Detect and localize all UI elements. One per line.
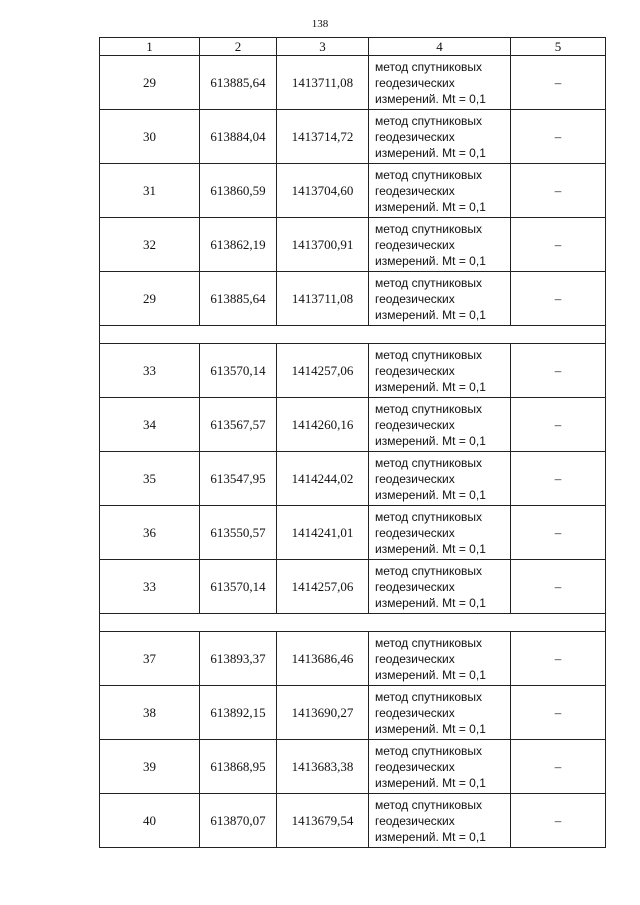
method-cell: метод спутниковых геодезических измерений. Mt = 0,1	[369, 398, 511, 452]
point-number-cell: 32	[100, 218, 200, 272]
section-separator	[100, 326, 606, 344]
note-cell: –	[511, 506, 606, 560]
note-cell: –	[511, 56, 606, 110]
y-coordinate-cell: 1414244,02	[277, 452, 369, 506]
point-number-cell: 33	[100, 560, 200, 614]
section-separator	[100, 614, 606, 632]
method-cell: метод спутниковых геодезических измерений. Mt = 0,1	[369, 344, 511, 398]
table-row	[100, 794, 606, 848]
table-row	[100, 686, 606, 740]
method-cell: метод спутниковых геодезических измерений. Mt = 0,1	[369, 794, 511, 848]
x-coordinate-cell: 613868,95	[200, 740, 277, 794]
note-cell: –	[511, 164, 606, 218]
separator-cell	[100, 326, 606, 344]
x-coordinate-cell: 613567,57	[200, 398, 277, 452]
point-number-cell: 36	[100, 506, 200, 560]
note-cell: –	[511, 686, 606, 740]
separator-cell	[100, 614, 606, 632]
x-coordinate-cell: 613550,57	[200, 506, 277, 560]
method-cell: метод спутниковых геодезических измерений. Mt = 0,1	[369, 218, 511, 272]
table-row	[100, 218, 606, 272]
table-row	[100, 164, 606, 218]
y-coordinate-cell: 1413711,08	[277, 272, 369, 326]
point-number-cell: 35	[100, 452, 200, 506]
column-header: 4	[369, 38, 511, 56]
point-number-cell: 39	[100, 740, 200, 794]
x-coordinate-cell: 613570,14	[200, 560, 277, 614]
x-coordinate-cell: 613885,64	[200, 272, 277, 326]
x-coordinate-cell: 613862,19	[200, 218, 277, 272]
table-row	[100, 110, 606, 164]
note-cell: –	[511, 560, 606, 614]
method-cell: метод спутниковых геодезических измерений. Mt = 0,1	[369, 272, 511, 326]
column-header: 2	[200, 38, 277, 56]
note-cell: –	[511, 110, 606, 164]
table-body	[100, 56, 606, 848]
note-cell: –	[511, 452, 606, 506]
table-row	[100, 56, 606, 110]
table-row	[100, 560, 606, 614]
note-cell: –	[511, 344, 606, 398]
y-coordinate-cell: 1413714,72	[277, 110, 369, 164]
y-coordinate-cell: 1413704,60	[277, 164, 369, 218]
y-coordinate-cell: 1414260,16	[277, 398, 369, 452]
y-coordinate-cell: 1413711,08	[277, 56, 369, 110]
point-number-cell: 40	[100, 794, 200, 848]
method-cell: метод спутниковых геодезических измерений. Mt = 0,1	[369, 506, 511, 560]
method-cell: метод спутниковых геодезических измерений. Mt = 0,1	[369, 560, 511, 614]
note-cell: –	[511, 632, 606, 686]
method-cell: метод спутниковых геодезических измерений. Mt = 0,1	[369, 56, 511, 110]
table-row	[100, 344, 606, 398]
point-number-cell: 29	[100, 56, 200, 110]
y-coordinate-cell: 1414241,01	[277, 506, 369, 560]
column-header: 3	[277, 38, 369, 56]
point-number-cell: 33	[100, 344, 200, 398]
x-coordinate-cell: 613885,64	[200, 56, 277, 110]
column-header: 5	[511, 38, 606, 56]
y-coordinate-cell: 1413686,46	[277, 632, 369, 686]
x-coordinate-cell: 613884,04	[200, 110, 277, 164]
method-cell: метод спутниковых геодезических измерений. Mt = 0,1	[369, 164, 511, 218]
x-coordinate-cell: 613570,14	[200, 344, 277, 398]
table-row	[100, 632, 606, 686]
y-coordinate-cell: 1414257,06	[277, 560, 369, 614]
column-header: 1	[100, 38, 200, 56]
method-cell: метод спутниковых геодезических измерений. Mt = 0,1	[369, 632, 511, 686]
y-coordinate-cell: 1413690,27	[277, 686, 369, 740]
note-cell: –	[511, 272, 606, 326]
point-number-cell: 29	[100, 272, 200, 326]
method-cell: метод спутниковых геодезических измерений. Mt = 0,1	[369, 686, 511, 740]
page-number: 138	[311, 18, 329, 30]
coordinates-table	[99, 37, 606, 848]
method-cell: метод спутниковых геодезических измерений. Mt = 0,1	[369, 452, 511, 506]
point-number-cell: 30	[100, 110, 200, 164]
table-row	[100, 272, 606, 326]
table-row	[100, 506, 606, 560]
point-number-cell: 34	[100, 398, 200, 452]
table-row	[100, 740, 606, 794]
x-coordinate-cell: 613860,59	[200, 164, 277, 218]
x-coordinate-cell: 613892,15	[200, 686, 277, 740]
y-coordinate-cell: 1414257,06	[277, 344, 369, 398]
method-cell: метод спутниковых геодезических измерений. Mt = 0,1	[369, 110, 511, 164]
table-row	[100, 452, 606, 506]
y-coordinate-cell: 1413700,91	[277, 218, 369, 272]
header-row	[100, 38, 606, 56]
point-number-cell: 31	[100, 164, 200, 218]
x-coordinate-cell: 613893,37	[200, 632, 277, 686]
method-cell: метод спутниковых геодезических измерений. Mt = 0,1	[369, 740, 511, 794]
note-cell: –	[511, 794, 606, 848]
note-cell: –	[511, 398, 606, 452]
point-number-cell: 37	[100, 632, 200, 686]
point-number-cell: 38	[100, 686, 200, 740]
x-coordinate-cell: 613870,07	[200, 794, 277, 848]
note-cell: –	[511, 740, 606, 794]
note-cell: –	[511, 218, 606, 272]
y-coordinate-cell: 1413679,54	[277, 794, 369, 848]
y-coordinate-cell: 1413683,38	[277, 740, 369, 794]
table-row	[100, 398, 606, 452]
x-coordinate-cell: 613547,95	[200, 452, 277, 506]
